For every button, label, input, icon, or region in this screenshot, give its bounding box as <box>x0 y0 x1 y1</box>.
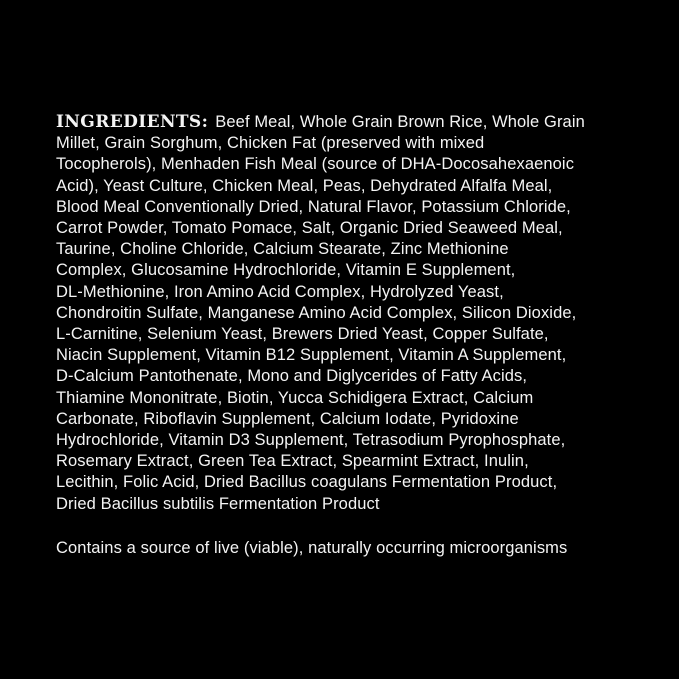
ingredients-line: Complex, Glucosamine Hydrochloride, Vitamin E Supplement, <box>56 261 516 280</box>
ingredients-line: Taurine, Choline Chloride, Calcium Stearate, Zinc Methionine <box>56 240 509 259</box>
ingredients-line: Tocopherols), Menhaden Fish Meal (source of DHA-Docosahexaenoic <box>56 155 575 174</box>
ingredients-line: Carbonate, Riboflavin Supplement, Calcium Iodate, Pyridoxine <box>56 409 519 428</box>
ingredients-line: Blood Meal Conventionally Dried, Natural Flavor, Potassium Chloride, <box>56 197 571 216</box>
ingredients-line: Chondroitin Sulfate, Manganese Amino Acid Complex, Silicon Dioxide, <box>56 303 577 322</box>
ingredients-line: D-Calcium Pantothenate, Mono and Diglycerides of Fatty Acids, <box>56 367 528 386</box>
ingredients-line <box>56 112 646 133</box>
ingredients-line: Millet, Grain Sorghum, Chicken Fat (preserved with mixed <box>56 134 485 153</box>
ingredients-label <box>56 112 646 559</box>
ingredients-line: Dried Bacillus subtilis Fermentation Product <box>56 494 380 513</box>
ingredients-line: Hydrochloride, Vitamin D3 Supplement, Tetrasodium Pyrophosphate, <box>56 431 566 450</box>
ingredients-line: Acid), Yeast Culture, Chicken Meal, Peas, Dehydrated Alfalfa Meal, <box>56 176 553 195</box>
ingredients-line: Niacin Supplement, Vitamin B12 Supplement, Vitamin A Supplement, <box>56 346 567 365</box>
ingredients-line: L-Carnitine, Selenium Yeast, Brewers Dried Yeast, Copper Sulfate, <box>56 325 549 344</box>
ingredients-line: Thiamine Mononitrate, Biotin, Yucca Schidigera Extract, Calcium <box>56 388 534 407</box>
ingredients-line: Rosemary Extract, Green Tea Extract, Spearmint Extract, Inulin, <box>56 452 529 471</box>
ingredients-line: DL-Methionine, Iron Amino Acid Complex, Hydrolyzed Yeast, <box>56 282 504 301</box>
ingredients-line-text: Beef Meal, Whole Grain Brown Rice, Whole Grain <box>215 113 585 131</box>
ingredients-line: Lecithin, Folic Acid, Dried Bacillus coagulans Fermentation Product, <box>56 473 558 492</box>
ingredients-line: Carrot Powder, Tomato Pomace, Salt, Organic Dried Seaweed Meal, <box>56 219 563 238</box>
ingredients-heading: INGREDIENTS: <box>56 112 209 132</box>
microorganisms-note: Contains a source of live (viable), naturally occurring microorganisms <box>56 538 568 557</box>
